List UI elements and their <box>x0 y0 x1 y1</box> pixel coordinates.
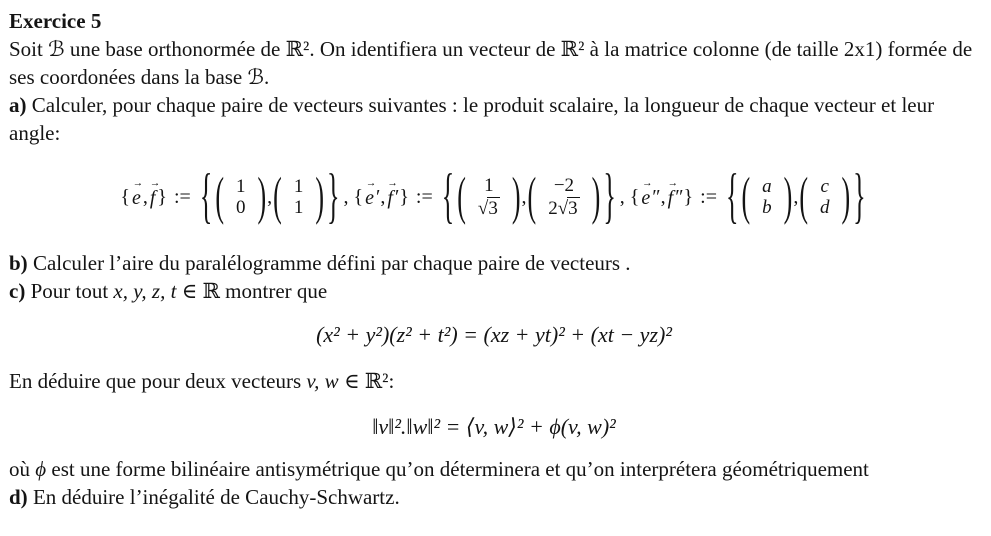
radical-sqrt3 <box>558 197 580 219</box>
big-open-brace: { <box>199 161 213 230</box>
comma: , <box>267 185 273 208</box>
deduce-variables: v, w <box>306 369 339 393</box>
vector-letter: f <box>149 186 156 209</box>
vector-arrow-icon: → <box>132 178 143 190</box>
question-a-text: Calculer, pour chaque paire de vecteurs suivantes : le produit scalaire, la longueur de chaque vecteur et leur angle: <box>9 93 935 145</box>
comma: , <box>619 185 625 208</box>
big-open-paren: ( <box>741 166 751 226</box>
matrix-entry: a <box>762 175 772 197</box>
comma: , <box>660 185 666 208</box>
matrix-entry-2sqrt3 <box>548 197 579 219</box>
question-b-label: b) <box>9 251 28 275</box>
matrix-entry: 1 <box>293 175 304 197</box>
close-brace: } <box>399 185 409 208</box>
question-d <box>9 483 979 511</box>
vector-f-prime <box>387 178 397 210</box>
radical-sqrt3 <box>478 197 500 219</box>
phi-pre: où <box>9 457 36 481</box>
matrix-entry: d <box>820 197 830 218</box>
matrix-cd <box>809 176 841 219</box>
pair-definition-e-prime-f-prime <box>353 161 630 230</box>
open-brace: { <box>629 185 640 208</box>
question-a <box>9 91 979 147</box>
equation-norms <box>9 414 979 440</box>
open-brace: { <box>353 185 364 208</box>
vector-e-double-prime <box>641 178 652 210</box>
big-open-paren: ( <box>799 166 808 226</box>
big-open-paren: ( <box>215 166 224 226</box>
pair-definition-ef <box>120 161 353 230</box>
big-open-paren: ( <box>527 166 537 226</box>
display-vector-pairs <box>9 160 979 234</box>
big-close-brace: } <box>603 161 616 230</box>
radical-sign: √ <box>557 197 569 219</box>
assign-symbol: := <box>415 185 433 208</box>
radicand: 3 <box>488 197 498 219</box>
matrix-entry: 1 <box>236 175 246 197</box>
big-close-paren: ) <box>511 166 521 226</box>
vector-letter: e <box>131 186 141 209</box>
question-d-label: d) <box>9 485 28 509</box>
big-close-paren: ) <box>783 166 793 226</box>
question-d-text: En déduire l’inégalité de Cauchy-Schwartz. <box>27 485 400 509</box>
double-prime-mark: ″ <box>675 185 684 208</box>
comma: , <box>142 185 148 208</box>
phi-post: est une forme bilinéaire antisymétrique qu’on déterminera et qu’on interprétera géométriquement <box>46 457 869 481</box>
double-prime-mark: ″ <box>652 185 661 208</box>
pair-definition-e-dprime-f-dprime <box>629 161 868 230</box>
vector-arrow-icon: → <box>667 178 678 190</box>
assign-symbol: := <box>174 185 191 208</box>
radical-sign: √ <box>477 197 489 219</box>
vector-arrow-icon: → <box>387 178 397 190</box>
matrix-entry: 1 <box>293 197 304 218</box>
vector-letter: e <box>365 186 374 209</box>
equation-norms-text: ‖v‖².‖w‖² = ⟨v, w⟩² + ϕ(v, w)² <box>372 414 616 439</box>
comma: , <box>793 185 799 208</box>
big-close-brace: } <box>327 161 340 230</box>
matrix-entry: 1 <box>484 175 494 197</box>
big-open-brace: { <box>441 161 455 230</box>
matrix-e-prime <box>467 175 511 219</box>
matrix-entry: c <box>820 175 829 197</box>
question-c-post: ∈ ℝ montrer que <box>176 279 328 303</box>
matrix-entry: 0 <box>236 197 246 218</box>
big-open-paren: ( <box>273 166 282 226</box>
matrix-f <box>283 176 315 219</box>
equation-identity <box>9 322 979 348</box>
big-close-brace: } <box>853 161 866 230</box>
radicand: 3 <box>568 197 578 219</box>
comma: , <box>521 185 527 208</box>
close-brace: } <box>157 185 167 208</box>
question-c <box>9 277 979 305</box>
question-c-label: c) <box>9 279 26 303</box>
equation-identity-text: (x² + y²)(z² + t²) = (xz + yt)² + (xt − yz)² <box>316 322 672 347</box>
matrix-entry: b <box>762 197 772 218</box>
big-close-paren: ) <box>591 166 601 226</box>
deduce-post: ∈ ℝ²: <box>338 369 395 393</box>
vector-f-double-prime <box>667 178 678 210</box>
big-close-paren: ) <box>841 166 851 226</box>
comma: , <box>380 185 386 208</box>
assign-symbol: := <box>700 185 717 208</box>
matrix-e <box>225 176 257 219</box>
phi-symbol: ϕ <box>35 457 47 481</box>
intro-paragraph <box>9 35 979 91</box>
vector-arrow-icon: → <box>149 178 160 190</box>
coefficient: 2 <box>548 197 558 219</box>
open-brace: { <box>120 185 130 208</box>
vector-letter: f <box>387 186 393 209</box>
vector-e-prime <box>365 178 376 210</box>
vector-letter: f <box>667 186 674 209</box>
question-c-variables: x, y, z, t <box>113 279 177 303</box>
question-b-text: Calculer l’aire du paralélogramme défini par chaque paire de vecteurs . <box>27 251 631 275</box>
vector-f <box>149 178 160 210</box>
vector-arrow-icon: → <box>642 178 652 190</box>
matrix-f-prime <box>537 175 590 219</box>
deduce-line <box>9 367 979 395</box>
phi-line <box>9 455 979 483</box>
big-close-paren: ) <box>257 166 267 226</box>
vector-arrow-icon: → <box>365 178 376 190</box>
question-c-pre: Pour tout <box>25 279 114 303</box>
close-brace: } <box>683 185 694 208</box>
intro-text: Soit ℬ une base orthonormée de ℝ². On identifiera un vecteur de ℝ² à la matrice colonne (de taille 2x1) formée de ses coordonées dans la base ℬ. <box>9 37 973 89</box>
prime-mark: ′ <box>394 185 400 208</box>
big-close-paren: ) <box>315 166 325 226</box>
deduce-pre: En déduire que pour deux vecteurs <box>9 369 307 393</box>
question-b <box>9 249 979 277</box>
exercise-title: Exercice 5 <box>9 9 102 33</box>
question-a-label: a) <box>9 93 27 117</box>
comma: , <box>343 185 349 208</box>
big-open-paren: ( <box>457 166 466 226</box>
big-open-brace: { <box>726 161 739 230</box>
prime-mark: ′ <box>376 185 381 208</box>
matrix-ab <box>751 176 783 219</box>
vector-e <box>131 178 143 210</box>
vector-letter: e <box>641 186 651 209</box>
matrix-entry: −2 <box>553 175 575 197</box>
